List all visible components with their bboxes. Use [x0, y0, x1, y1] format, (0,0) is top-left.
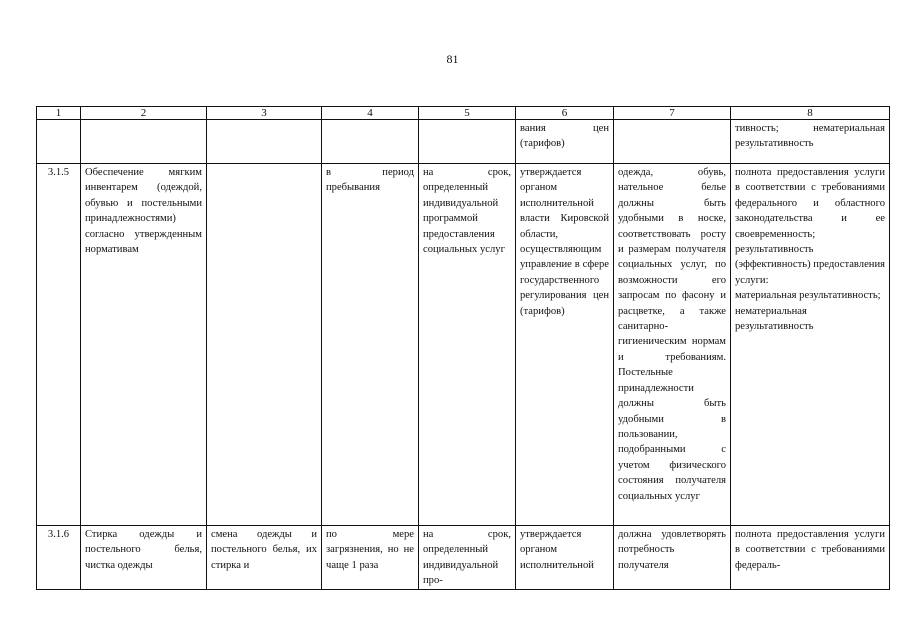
service-name-cell: Обеспечение мягким инвентарем (одеждой, обувью и постельными принадлежностями) согласно утвержденным нормативам [81, 164, 207, 526]
page-number: 81 [446, 52, 459, 66]
conditions-cell: одежда, обувь, нательное белье должны быть удобными в носке, соответствовать росту и размерам получателя социальных услуг, по возможности его запросам по фасону и расцветке, а также санитарно-гигиеническим нормам и требованиям. Постельные принадлежности должны быть удобными в пользовании, подобранными с учетом физического состояния получателя социальных услуг [614, 164, 731, 526]
indicator-line: материальная результативность; [735, 290, 881, 302]
indicators-cell: тивность; нематериальная результативность [731, 120, 890, 164]
column-number: 5 [419, 107, 516, 120]
indicator-line: результативность (эффективность) предоставления услуги: [735, 244, 885, 286]
term-cell: на срок, определенный индивидуальной программой предоставления социальных услуг [419, 164, 516, 526]
column-number: 2 [81, 107, 207, 120]
table-row [37, 164, 890, 526]
table-cell [419, 120, 516, 164]
indicator-line: нематериальная результативность [735, 305, 814, 333]
continuation-row [37, 120, 890, 164]
service-content-cell [207, 164, 322, 526]
column-number-row [37, 107, 890, 120]
services-table [36, 106, 890, 590]
tariff-cell: утверждается органом исполнительной [516, 526, 614, 590]
column-number: 1 [37, 107, 81, 120]
row-number: 3.1.6 [37, 526, 81, 590]
period-cell: в период пребывания [322, 164, 419, 526]
row-number: 3.1.5 [37, 164, 81, 526]
column-number: 7 [614, 107, 731, 120]
conditions-cell: должна удовлетворять потребность получателя [614, 526, 731, 590]
tariff-cell: утверждается органом исполнительной власти Кировской области, осуществляющим управление в сфере государственного регулирования цен (тарифов) [516, 164, 614, 526]
column-number: 8 [731, 107, 890, 120]
table-cell [81, 120, 207, 164]
indicators-cell: полнота предоставления услуги в соответствии с требованиями федераль- [731, 526, 890, 590]
service-content-cell: смена одежды и постельного белья, их стирка и [207, 526, 322, 590]
table-row [37, 526, 890, 590]
term-cell: на срок, определенный индивидуальной про- [419, 526, 516, 590]
service-name-cell: Стирка одежды и постельного белья, чистка одежды [81, 526, 207, 590]
table-cell [207, 120, 322, 164]
column-number: 3 [207, 107, 322, 120]
indicator-line: полнота предоставления услуги в соответствии с требованиями федерального и областного законодательства и ее своевременность; [735, 167, 885, 240]
indicators-cell [731, 164, 890, 526]
column-number: 4 [322, 107, 419, 120]
table-cell [322, 120, 419, 164]
table-cell [37, 120, 81, 164]
column-number: 6 [516, 107, 614, 120]
table-cell [614, 120, 731, 164]
tariff-cell: вания цен (тарифов) [516, 120, 614, 164]
period-cell: по мере загрязнения, но не чаще 1 раза [322, 526, 419, 590]
